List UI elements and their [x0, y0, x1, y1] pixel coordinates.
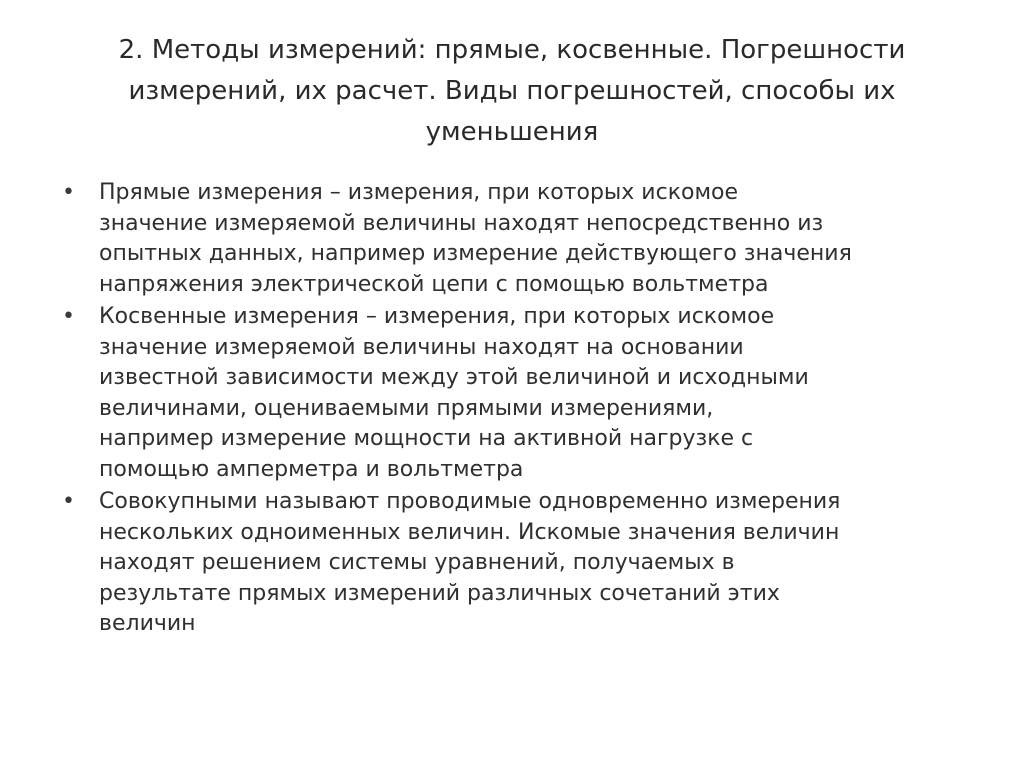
bullet-line: например измерение мощности на активной нагрузке с [99, 426, 754, 451]
bullet-line: помощью амперметра и вольтметра [99, 456, 524, 482]
title-line-1: 2. Методы измерений: прямые, косвенные. Погрешности [118, 35, 906, 65]
title-line-2: измерений, их расчет. Виды погрешностей, способы их [128, 76, 896, 106]
bullet-marker: • [62, 304, 75, 329]
title-line-3: уменьшения [425, 117, 599, 147]
bullet-line: значение измеряемой величины находят на основании [99, 334, 744, 360]
bullet-line: значение измеряемой величины находят непосредственно из [99, 210, 824, 236]
bullet-marker: • [62, 489, 75, 514]
slide-title [60, 30, 964, 153]
bullet-line: величинами, оцениваемыми прямыми измерениями, [99, 395, 714, 421]
bullet-item-direct-measurements [62, 178, 982, 300]
bullet-list [62, 178, 982, 642]
bullet-line: известной зависимости между этой величиной и исходными [99, 365, 809, 390]
bullet-text [99, 178, 982, 300]
bullet-line: Совокупными называют проводимые одновременно измерения [99, 489, 841, 514]
bullet-item-indirect-measurements [62, 302, 982, 485]
bullet-line: величин [99, 611, 196, 636]
bullet-line: напряжения электрической цепи с помощью вольтметра [99, 271, 769, 297]
bullet-line: нескольких одноименных величин. Искомые значения величин [99, 519, 840, 545]
bullet-marker: • [62, 180, 75, 205]
bullet-item-aggregate-measurements [62, 487, 982, 640]
bullet-text [99, 487, 982, 640]
bullet-line: находят решением системы уравнений, получаемых в [99, 550, 735, 575]
bullet-line: Косвенные измерения – измерения, при которых искомое [99, 304, 775, 329]
bullet-line: Прямые измерения – измерения, при которых искомое [99, 180, 739, 205]
bullet-line: опытных данных, например измерение действующего значения [99, 241, 852, 266]
bullet-line: результате прямых измерений различных сочетаний этих [99, 580, 780, 606]
bullet-text [99, 302, 982, 485]
